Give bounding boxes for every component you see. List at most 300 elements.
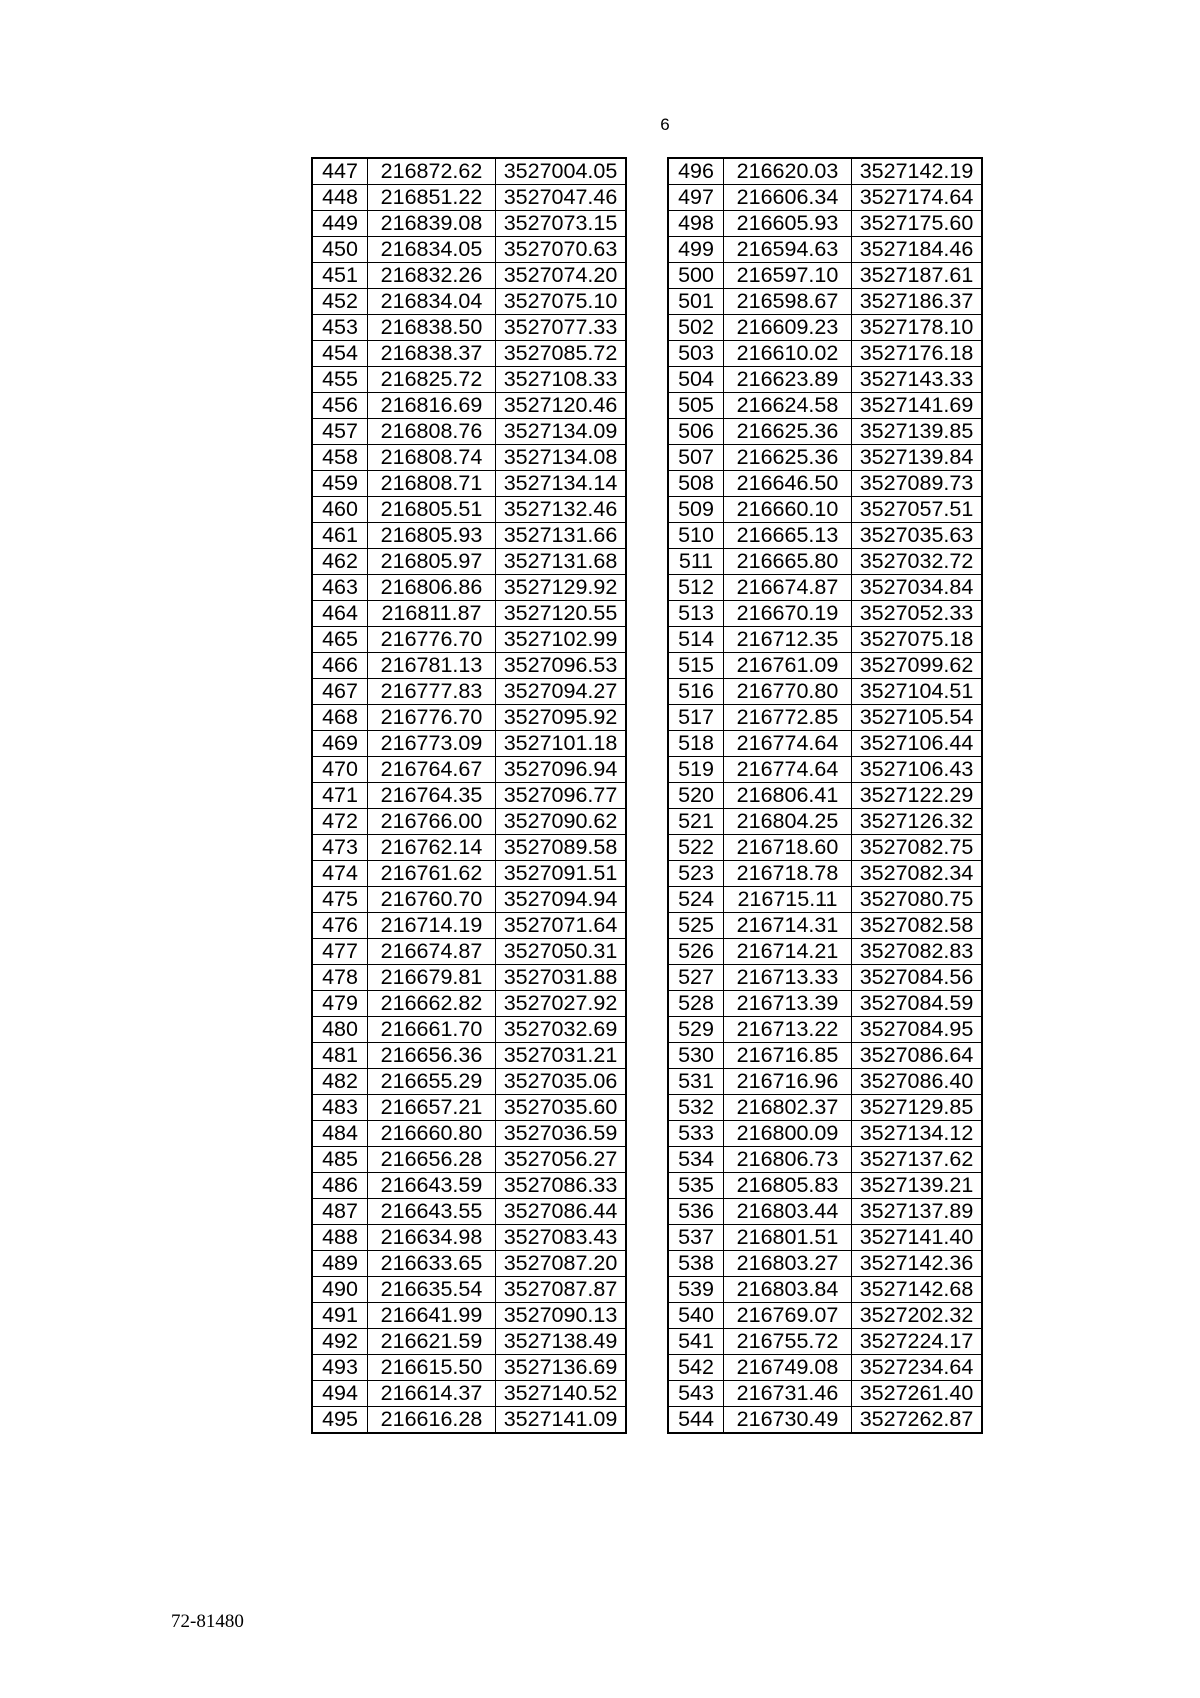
table-row xyxy=(312,783,626,809)
y-coordinate-cell: 3527106.44 xyxy=(852,731,983,757)
y-coordinate-cell: 3527261.40 xyxy=(852,1381,983,1407)
point-number-cell: 541 xyxy=(668,1329,724,1355)
y-coordinate-cell: 3527070.63 xyxy=(496,237,627,263)
x-coordinate-cell: 216614.37 xyxy=(368,1381,496,1407)
point-number-cell: 456 xyxy=(312,393,368,419)
y-coordinate-cell: 3527086.44 xyxy=(496,1199,627,1225)
table-row xyxy=(312,393,626,419)
y-coordinate-cell: 3527096.53 xyxy=(496,653,627,679)
x-coordinate-cell: 216804.25 xyxy=(724,809,852,835)
point-number-cell: 526 xyxy=(668,939,724,965)
y-coordinate-cell: 3527104.51 xyxy=(852,679,983,705)
point-number-cell: 458 xyxy=(312,445,368,471)
y-coordinate-cell: 3527073.15 xyxy=(496,211,627,237)
x-coordinate-cell: 216772.85 xyxy=(724,705,852,731)
x-coordinate-cell: 216761.62 xyxy=(368,861,496,887)
point-number-cell: 486 xyxy=(312,1173,368,1199)
y-coordinate-cell: 3527091.51 xyxy=(496,861,627,887)
point-number-cell: 507 xyxy=(668,445,724,471)
x-coordinate-cell: 216633.65 xyxy=(368,1251,496,1277)
document-id: 72-81480 xyxy=(171,1611,244,1632)
x-coordinate-cell: 216760.70 xyxy=(368,887,496,913)
y-coordinate-cell: 3527077.33 xyxy=(496,315,627,341)
table-row xyxy=(668,263,982,289)
y-coordinate-cell: 3527140.52 xyxy=(496,1381,627,1407)
point-number-cell: 471 xyxy=(312,783,368,809)
y-coordinate-cell: 3527174.64 xyxy=(852,185,983,211)
point-number-cell: 543 xyxy=(668,1381,724,1407)
table-row xyxy=(668,913,982,939)
x-coordinate-cell: 216834.04 xyxy=(368,289,496,315)
point-number-cell: 534 xyxy=(668,1147,724,1173)
point-number-cell: 540 xyxy=(668,1303,724,1329)
x-coordinate-cell: 216606.34 xyxy=(724,185,852,211)
table-row xyxy=(312,1173,626,1199)
y-coordinate-cell: 3527108.33 xyxy=(496,367,627,393)
table-row xyxy=(668,471,982,497)
table-row xyxy=(668,237,982,263)
point-number-cell: 484 xyxy=(312,1121,368,1147)
table-row xyxy=(312,601,626,627)
y-coordinate-cell: 3527074.20 xyxy=(496,263,627,289)
x-coordinate-cell: 216749.08 xyxy=(724,1355,852,1381)
y-coordinate-cell: 3527035.60 xyxy=(496,1095,627,1121)
y-coordinate-cell: 3527101.18 xyxy=(496,731,627,757)
y-coordinate-cell: 3527136.69 xyxy=(496,1355,627,1381)
table-row xyxy=(312,445,626,471)
y-coordinate-cell: 3527090.13 xyxy=(496,1303,627,1329)
y-coordinate-cell: 3527094.94 xyxy=(496,887,627,913)
point-number-cell: 457 xyxy=(312,419,368,445)
x-coordinate-cell: 216851.22 xyxy=(368,185,496,211)
point-number-cell: 511 xyxy=(668,549,724,575)
table-row xyxy=(312,1017,626,1043)
x-coordinate-cell: 216605.93 xyxy=(724,211,852,237)
point-number-cell: 448 xyxy=(312,185,368,211)
y-coordinate-cell: 3527050.31 xyxy=(496,939,627,965)
table-row xyxy=(668,419,982,445)
y-coordinate-cell: 3527027.92 xyxy=(496,991,627,1017)
table-row xyxy=(312,887,626,913)
x-coordinate-cell: 216716.96 xyxy=(724,1069,852,1095)
x-coordinate-cell: 216615.50 xyxy=(368,1355,496,1381)
x-coordinate-cell: 216621.59 xyxy=(368,1329,496,1355)
table-row xyxy=(312,315,626,341)
y-coordinate-cell: 3527132.46 xyxy=(496,497,627,523)
table-row xyxy=(312,523,626,549)
y-coordinate-cell: 3527084.95 xyxy=(852,1017,983,1043)
table-row xyxy=(312,1043,626,1069)
point-number-cell: 462 xyxy=(312,549,368,575)
table-row xyxy=(312,158,626,185)
point-number-cell: 533 xyxy=(668,1121,724,1147)
y-coordinate-cell: 3527137.62 xyxy=(852,1147,983,1173)
point-number-cell: 489 xyxy=(312,1251,368,1277)
point-number-cell: 452 xyxy=(312,289,368,315)
point-number-cell: 477 xyxy=(312,939,368,965)
y-coordinate-cell: 3527082.75 xyxy=(852,835,983,861)
x-coordinate-cell: 216610.02 xyxy=(724,341,852,367)
table-row xyxy=(668,1017,982,1043)
y-coordinate-cell: 3527075.10 xyxy=(496,289,627,315)
x-coordinate-cell: 216761.09 xyxy=(724,653,852,679)
table-row xyxy=(668,1199,982,1225)
x-coordinate-cell: 216714.31 xyxy=(724,913,852,939)
y-coordinate-cell: 3527036.59 xyxy=(496,1121,627,1147)
table-row xyxy=(312,1407,626,1434)
y-coordinate-cell: 3527142.68 xyxy=(852,1277,983,1303)
table-row xyxy=(668,158,982,185)
table-row xyxy=(668,549,982,575)
point-number-cell: 524 xyxy=(668,887,724,913)
point-number-cell: 480 xyxy=(312,1017,368,1043)
table-row xyxy=(668,497,982,523)
table-row xyxy=(312,1329,626,1355)
point-number-cell: 514 xyxy=(668,627,724,653)
table-row xyxy=(668,1407,982,1434)
y-coordinate-cell: 3527052.33 xyxy=(852,601,983,627)
x-coordinate-cell: 216625.36 xyxy=(724,419,852,445)
y-coordinate-cell: 3527120.55 xyxy=(496,601,627,627)
table-row xyxy=(668,653,982,679)
x-coordinate-cell: 216766.00 xyxy=(368,809,496,835)
x-coordinate-cell: 216776.70 xyxy=(368,705,496,731)
point-number-cell: 496 xyxy=(668,158,724,185)
y-coordinate-cell: 3527056.27 xyxy=(496,1147,627,1173)
point-number-cell: 542 xyxy=(668,1355,724,1381)
table-row xyxy=(668,1277,982,1303)
x-coordinate-cell: 216609.23 xyxy=(724,315,852,341)
point-number-cell: 498 xyxy=(668,211,724,237)
y-coordinate-cell: 3527084.56 xyxy=(852,965,983,991)
table-row xyxy=(668,627,982,653)
x-coordinate-cell: 216713.39 xyxy=(724,991,852,1017)
table-row xyxy=(668,1095,982,1121)
y-coordinate-cell: 3527087.20 xyxy=(496,1251,627,1277)
point-number-cell: 479 xyxy=(312,991,368,1017)
x-coordinate-cell: 216781.13 xyxy=(368,653,496,679)
x-coordinate-cell: 216643.55 xyxy=(368,1199,496,1225)
y-coordinate-cell: 3527057.51 xyxy=(852,497,983,523)
table-row xyxy=(668,367,982,393)
point-number-cell: 492 xyxy=(312,1329,368,1355)
x-coordinate-cell: 216838.37 xyxy=(368,341,496,367)
x-coordinate-cell: 216774.64 xyxy=(724,757,852,783)
y-coordinate-cell: 3527184.46 xyxy=(852,237,983,263)
y-coordinate-cell: 3527134.09 xyxy=(496,419,627,445)
point-number-cell: 530 xyxy=(668,1043,724,1069)
x-coordinate-cell: 216634.98 xyxy=(368,1225,496,1251)
x-coordinate-cell: 216656.36 xyxy=(368,1043,496,1069)
point-number-cell: 469 xyxy=(312,731,368,757)
table-row xyxy=(312,1251,626,1277)
x-coordinate-cell: 216764.67 xyxy=(368,757,496,783)
table-row xyxy=(668,1121,982,1147)
y-coordinate-cell: 3527083.43 xyxy=(496,1225,627,1251)
x-coordinate-cell: 216661.70 xyxy=(368,1017,496,1043)
x-coordinate-cell: 216777.83 xyxy=(368,679,496,705)
table-row xyxy=(668,445,982,471)
point-number-cell: 481 xyxy=(312,1043,368,1069)
table-row xyxy=(312,991,626,1017)
coordinate-table-right xyxy=(667,157,983,1434)
y-coordinate-cell: 3527134.08 xyxy=(496,445,627,471)
y-coordinate-cell: 3527089.73 xyxy=(852,471,983,497)
y-coordinate-cell: 3527131.66 xyxy=(496,523,627,549)
x-coordinate-cell: 216872.62 xyxy=(368,158,496,185)
table-row xyxy=(312,653,626,679)
table-row xyxy=(668,1069,982,1095)
table-row xyxy=(312,1199,626,1225)
y-coordinate-cell: 3527105.54 xyxy=(852,705,983,731)
x-coordinate-cell: 216762.14 xyxy=(368,835,496,861)
x-coordinate-cell: 216816.69 xyxy=(368,393,496,419)
x-coordinate-cell: 216625.36 xyxy=(724,445,852,471)
y-coordinate-cell: 3527141.69 xyxy=(852,393,983,419)
table-row xyxy=(668,939,982,965)
x-coordinate-cell: 216660.80 xyxy=(368,1121,496,1147)
point-number-cell: 473 xyxy=(312,835,368,861)
table-row xyxy=(668,731,982,757)
x-coordinate-cell: 216635.54 xyxy=(368,1277,496,1303)
x-coordinate-cell: 216774.64 xyxy=(724,731,852,757)
x-coordinate-cell: 216731.46 xyxy=(724,1381,852,1407)
x-coordinate-cell: 216646.50 xyxy=(724,471,852,497)
point-number-cell: 461 xyxy=(312,523,368,549)
point-number-cell: 525 xyxy=(668,913,724,939)
table-row xyxy=(312,809,626,835)
table-row xyxy=(312,497,626,523)
table-row xyxy=(668,757,982,783)
table-row xyxy=(312,731,626,757)
x-coordinate-cell: 216805.51 xyxy=(368,497,496,523)
table-row xyxy=(668,965,982,991)
point-number-cell: 464 xyxy=(312,601,368,627)
point-number-cell: 493 xyxy=(312,1355,368,1381)
y-coordinate-cell: 3527004.05 xyxy=(496,158,627,185)
point-number-cell: 515 xyxy=(668,653,724,679)
y-coordinate-cell: 3527034.84 xyxy=(852,575,983,601)
point-number-cell: 450 xyxy=(312,237,368,263)
y-coordinate-cell: 3527035.06 xyxy=(496,1069,627,1095)
point-number-cell: 470 xyxy=(312,757,368,783)
table-row xyxy=(312,757,626,783)
y-coordinate-cell: 3527129.85 xyxy=(852,1095,983,1121)
table-row xyxy=(312,627,626,653)
point-number-cell: 463 xyxy=(312,575,368,601)
y-coordinate-cell: 3527031.88 xyxy=(496,965,627,991)
point-number-cell: 535 xyxy=(668,1173,724,1199)
y-coordinate-cell: 3527085.72 xyxy=(496,341,627,367)
table-row xyxy=(312,575,626,601)
point-number-cell: 472 xyxy=(312,809,368,835)
x-coordinate-cell: 216662.82 xyxy=(368,991,496,1017)
point-number-cell: 465 xyxy=(312,627,368,653)
table-row xyxy=(668,315,982,341)
y-coordinate-cell: 3527095.92 xyxy=(496,705,627,731)
table-row xyxy=(668,679,982,705)
x-coordinate-cell: 216718.78 xyxy=(724,861,852,887)
point-number-cell: 451 xyxy=(312,263,368,289)
y-coordinate-cell: 3527086.33 xyxy=(496,1173,627,1199)
x-coordinate-cell: 216624.58 xyxy=(724,393,852,419)
x-coordinate-cell: 216802.37 xyxy=(724,1095,852,1121)
point-number-cell: 475 xyxy=(312,887,368,913)
y-coordinate-cell: 3527096.94 xyxy=(496,757,627,783)
x-coordinate-cell: 216643.59 xyxy=(368,1173,496,1199)
table-row xyxy=(312,1121,626,1147)
point-number-cell: 520 xyxy=(668,783,724,809)
table-row xyxy=(312,549,626,575)
point-number-cell: 544 xyxy=(668,1407,724,1434)
table-row xyxy=(312,679,626,705)
table-row xyxy=(312,367,626,393)
point-number-cell: 504 xyxy=(668,367,724,393)
point-number-cell: 454 xyxy=(312,341,368,367)
x-coordinate-cell: 216769.07 xyxy=(724,1303,852,1329)
x-coordinate-cell: 216674.87 xyxy=(724,575,852,601)
point-number-cell: 500 xyxy=(668,263,724,289)
y-coordinate-cell: 3527141.40 xyxy=(852,1225,983,1251)
x-coordinate-cell: 216665.80 xyxy=(724,549,852,575)
point-number-cell: 536 xyxy=(668,1199,724,1225)
point-number-cell: 502 xyxy=(668,315,724,341)
x-coordinate-cell: 216657.21 xyxy=(368,1095,496,1121)
y-coordinate-cell: 3527099.62 xyxy=(852,653,983,679)
x-coordinate-cell: 216715.11 xyxy=(724,887,852,913)
point-number-cell: 459 xyxy=(312,471,368,497)
point-number-cell: 495 xyxy=(312,1407,368,1434)
y-coordinate-cell: 3527202.32 xyxy=(852,1303,983,1329)
x-coordinate-cell: 216616.28 xyxy=(368,1407,496,1434)
table-row xyxy=(668,1355,982,1381)
y-coordinate-cell: 3527178.10 xyxy=(852,315,983,341)
y-coordinate-cell: 3527094.27 xyxy=(496,679,627,705)
x-coordinate-cell: 216838.50 xyxy=(368,315,496,341)
point-number-cell: 483 xyxy=(312,1095,368,1121)
point-number-cell: 466 xyxy=(312,653,368,679)
y-coordinate-cell: 3527082.34 xyxy=(852,861,983,887)
table-row xyxy=(312,1147,626,1173)
y-coordinate-cell: 3527143.33 xyxy=(852,367,983,393)
table-row xyxy=(668,393,982,419)
table-row xyxy=(312,1095,626,1121)
point-number-cell: 447 xyxy=(312,158,368,185)
y-coordinate-cell: 3527071.64 xyxy=(496,913,627,939)
y-coordinate-cell: 3527142.36 xyxy=(852,1251,983,1277)
y-coordinate-cell: 3527120.46 xyxy=(496,393,627,419)
point-number-cell: 538 xyxy=(668,1251,724,1277)
x-coordinate-cell: 216670.19 xyxy=(724,601,852,627)
y-coordinate-cell: 3527141.09 xyxy=(496,1407,627,1434)
table-row xyxy=(668,835,982,861)
point-number-cell: 521 xyxy=(668,809,724,835)
y-coordinate-cell: 3527082.58 xyxy=(852,913,983,939)
x-coordinate-cell: 216839.08 xyxy=(368,211,496,237)
x-coordinate-cell: 216803.44 xyxy=(724,1199,852,1225)
x-coordinate-cell: 216808.71 xyxy=(368,471,496,497)
x-coordinate-cell: 216808.74 xyxy=(368,445,496,471)
x-coordinate-cell: 216776.70 xyxy=(368,627,496,653)
table-row xyxy=(312,705,626,731)
x-coordinate-cell: 216620.03 xyxy=(724,158,852,185)
x-coordinate-cell: 216598.67 xyxy=(724,289,852,315)
y-coordinate-cell: 3527137.89 xyxy=(852,1199,983,1225)
point-number-cell: 537 xyxy=(668,1225,724,1251)
x-coordinate-cell: 216713.33 xyxy=(724,965,852,991)
table-row xyxy=(668,1303,982,1329)
x-coordinate-cell: 216656.28 xyxy=(368,1147,496,1173)
x-coordinate-cell: 216806.73 xyxy=(724,1147,852,1173)
y-coordinate-cell: 3527138.49 xyxy=(496,1329,627,1355)
y-coordinate-cell: 3527224.17 xyxy=(852,1329,983,1355)
point-number-cell: 490 xyxy=(312,1277,368,1303)
x-coordinate-cell: 216641.99 xyxy=(368,1303,496,1329)
table-row xyxy=(312,263,626,289)
x-coordinate-cell: 216665.13 xyxy=(724,523,852,549)
point-number-cell: 501 xyxy=(668,289,724,315)
point-number-cell: 491 xyxy=(312,1303,368,1329)
point-number-cell: 497 xyxy=(668,185,724,211)
table-row xyxy=(312,1355,626,1381)
y-coordinate-cell: 3527032.72 xyxy=(852,549,983,575)
point-number-cell: 522 xyxy=(668,835,724,861)
point-number-cell: 516 xyxy=(668,679,724,705)
y-coordinate-cell: 3527090.62 xyxy=(496,809,627,835)
table-row xyxy=(312,835,626,861)
table-row xyxy=(668,1381,982,1407)
y-coordinate-cell: 3527031.21 xyxy=(496,1043,627,1069)
point-number-cell: 532 xyxy=(668,1095,724,1121)
point-number-cell: 518 xyxy=(668,731,724,757)
x-coordinate-cell: 216801.51 xyxy=(724,1225,852,1251)
point-number-cell: 487 xyxy=(312,1199,368,1225)
x-coordinate-cell: 216805.93 xyxy=(368,523,496,549)
table-row xyxy=(312,939,626,965)
x-coordinate-cell: 216803.27 xyxy=(724,1251,852,1277)
point-number-cell: 528 xyxy=(668,991,724,1017)
y-coordinate-cell: 3527082.83 xyxy=(852,939,983,965)
x-coordinate-cell: 216713.22 xyxy=(724,1017,852,1043)
point-number-cell: 482 xyxy=(312,1069,368,1095)
y-coordinate-cell: 3527086.64 xyxy=(852,1043,983,1069)
y-coordinate-cell: 3527122.29 xyxy=(852,783,983,809)
y-coordinate-cell: 3527186.37 xyxy=(852,289,983,315)
table-row xyxy=(312,211,626,237)
table-row xyxy=(312,1225,626,1251)
point-number-cell: 523 xyxy=(668,861,724,887)
table-row xyxy=(668,1251,982,1277)
y-coordinate-cell: 3527035.63 xyxy=(852,523,983,549)
table-row xyxy=(668,1043,982,1069)
table-row xyxy=(312,913,626,939)
x-coordinate-cell: 216712.35 xyxy=(724,627,852,653)
table-row xyxy=(668,185,982,211)
x-coordinate-cell: 216714.19 xyxy=(368,913,496,939)
y-coordinate-cell: 3527142.19 xyxy=(852,158,983,185)
y-coordinate-cell: 3527126.32 xyxy=(852,809,983,835)
point-number-cell: 468 xyxy=(312,705,368,731)
x-coordinate-cell: 216832.26 xyxy=(368,263,496,289)
x-coordinate-cell: 216597.10 xyxy=(724,263,852,289)
table-row xyxy=(668,705,982,731)
point-number-cell: 531 xyxy=(668,1069,724,1095)
y-coordinate-cell: 3527084.59 xyxy=(852,991,983,1017)
point-number-cell: 539 xyxy=(668,1277,724,1303)
point-number-cell: 449 xyxy=(312,211,368,237)
table-row xyxy=(668,809,982,835)
x-coordinate-cell: 216825.72 xyxy=(368,367,496,393)
